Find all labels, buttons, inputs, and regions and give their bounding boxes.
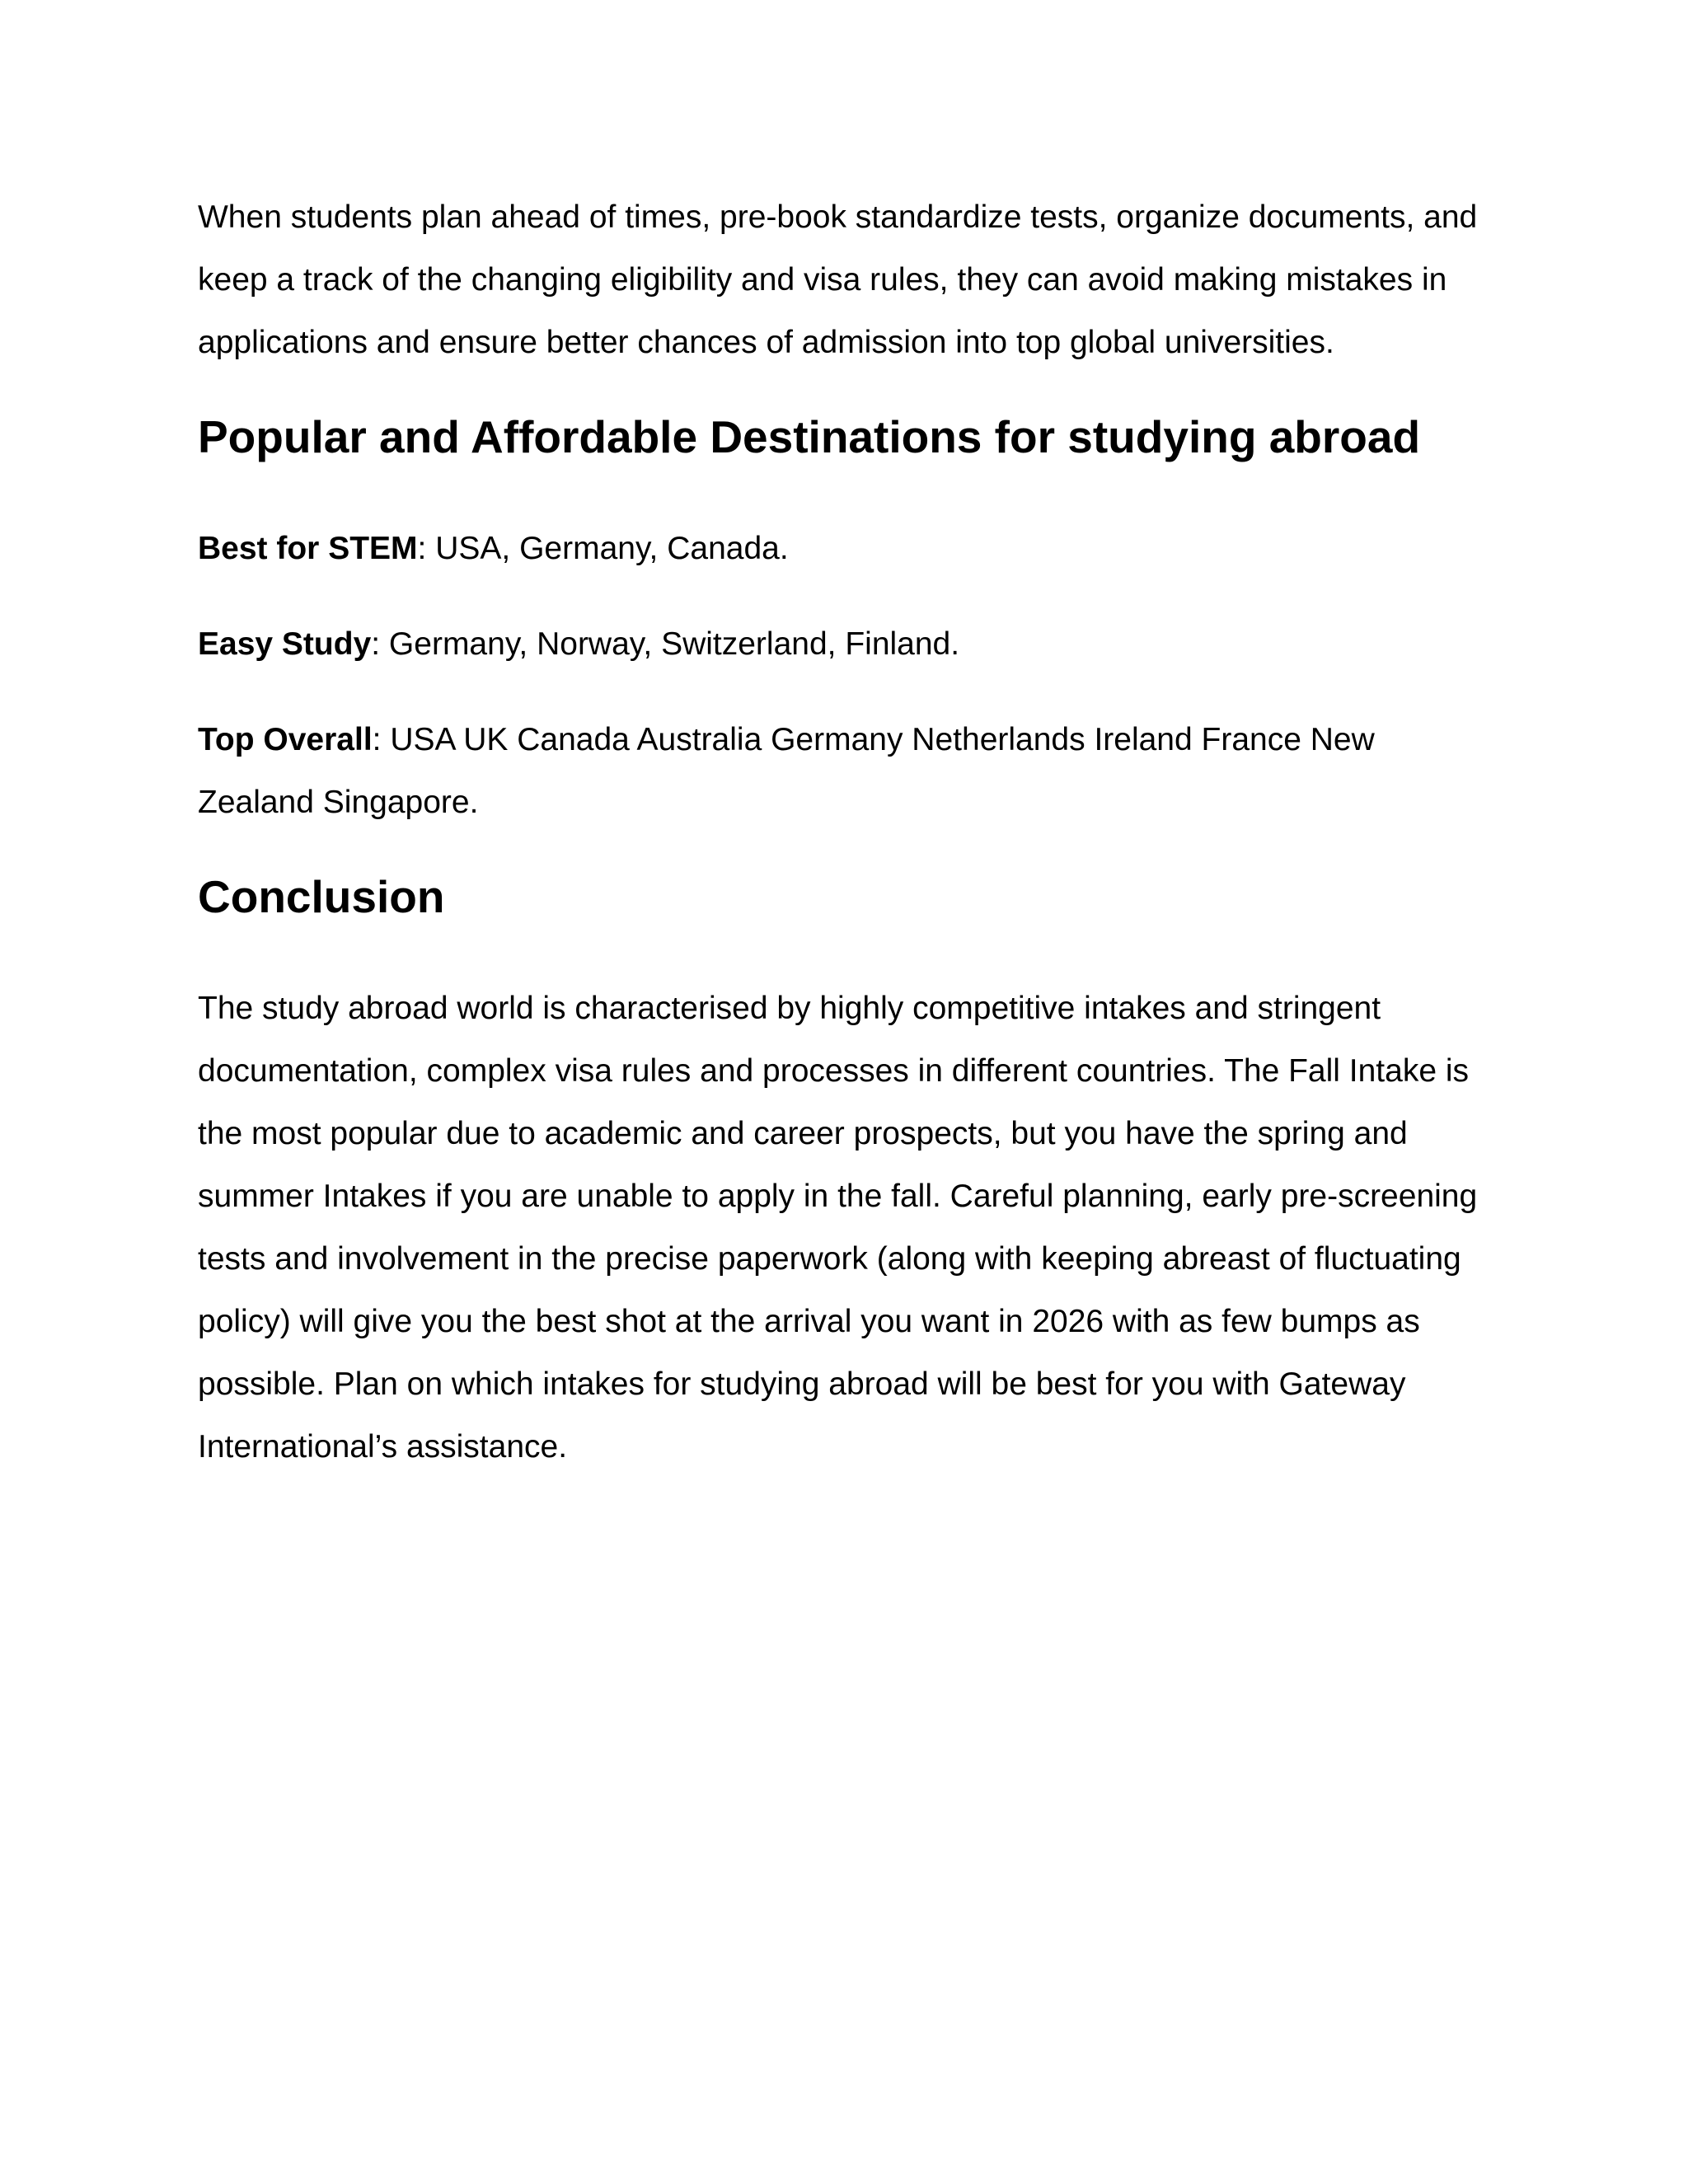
- document-page: [198, 186, 1490, 1479]
- destination-item-easy-study: [198, 613, 1490, 676]
- destination-item-stem: [198, 518, 1490, 580]
- destination-text: : Germany, Norway, Switzerland, Finland.: [371, 626, 960, 662]
- destination-label: Best for STEM: [198, 531, 418, 566]
- conclusion-heading: Conclusion: [198, 871, 445, 922]
- destination-text: : USA, Germany, Canada.: [417, 531, 789, 566]
- destinations-heading: Popular and Affordable Destinations for studying abroad: [198, 411, 1421, 462]
- destination-text: : USA UK Canada Australia Germany Netherlands Ireland France New Zealand Singapore.: [198, 722, 1375, 820]
- conclusion-paragraph: The study abroad world is characterised by highly competitive intakes and stringent documentation, complex visa rules and processes in different countries. The Fall Intake is the most popular due to academic and career prospects, but you have the spring and summer Intakes if you are unable to apply in the fall. Careful planning, early pre-screening tests and involvement in the precise paperwork (along with keeping abreast of fluctuating policy) will give you the best shot at the arrival you want in 2026 with as few bumps as possible. Plan on which intakes for studying abroad will be best for you with Gateway International’s assistance.: [198, 991, 1478, 1465]
- intro-paragraph: When students plan ahead of times, pre-book standardize tests, organize documents, and keep a track of the changing eligibility and visa rules, they can avoid making mistakes in applications and ensure better chances of admission into top global universities.: [198, 199, 1478, 360]
- destination-label: Top Overall: [198, 722, 373, 757]
- destination-label: Easy Study: [198, 626, 372, 662]
- destination-item-top-overall: [198, 709, 1490, 834]
